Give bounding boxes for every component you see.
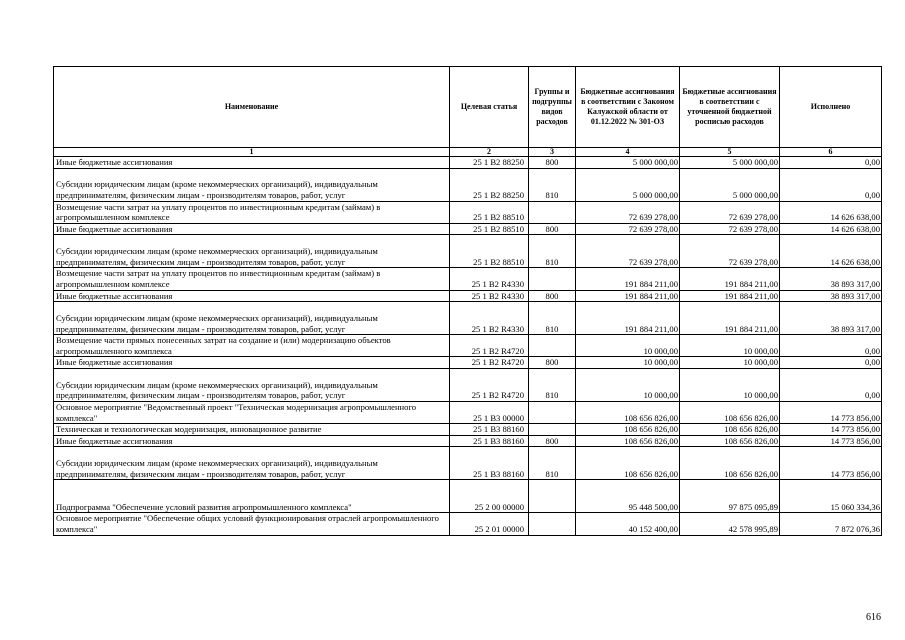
header-executed: Исполнено xyxy=(780,67,882,148)
row-name-cell: Субсидии юридическим лицам (кроме некоммерческих организаций), индивидуальным предпринимателям, физическим лицам - производителям товаров, работ, услуг xyxy=(54,168,450,201)
row-name-cell: Субсидии юридическим лицам (кроме некоммерческих организаций), индивидуальным предпринимателям, физическим лицам - производителям товаров, работ, услуг xyxy=(54,368,450,401)
row-alloc-law-cell: 5 000 000,00 xyxy=(576,168,680,201)
col-number: 4 xyxy=(576,148,680,157)
row-executed-cell: 38 893 317,00 xyxy=(780,268,882,290)
row-name-cell: Техническая и технологическая модернизация, инновационное развитие xyxy=(54,424,450,436)
table-row xyxy=(54,201,882,223)
row-executed-cell: 0,00 xyxy=(780,157,882,169)
col-number: 6 xyxy=(780,148,882,157)
table-row xyxy=(54,168,882,201)
row-executed-cell: 14 626 638,00 xyxy=(780,223,882,235)
table-body xyxy=(54,157,882,536)
row-alloc-refined-cell: 97 875 095,89 xyxy=(680,480,780,513)
table-row xyxy=(54,401,882,423)
table-row xyxy=(54,268,882,290)
row-alloc-law-cell: 10 000,00 xyxy=(576,368,680,401)
row-executed-cell: 15 060 334,36 xyxy=(780,480,882,513)
row-alloc-refined-cell: 191 884 211,00 xyxy=(680,302,780,335)
row-group-cell: 810 xyxy=(529,168,576,201)
row-executed-cell: 0,00 xyxy=(780,335,882,357)
row-group-cell: 810 xyxy=(529,368,576,401)
row-alloc-law-cell: 191 884 211,00 xyxy=(576,268,680,290)
row-article-cell: 25 1 B2 88250 xyxy=(450,157,529,169)
row-executed-cell: 38 893 317,00 xyxy=(780,302,882,335)
row-article-cell: 25 1 B3 88160 xyxy=(450,447,529,480)
row-alloc-refined-cell: 191 884 211,00 xyxy=(680,268,780,290)
row-alloc-law-cell: 10 000,00 xyxy=(576,335,680,357)
row-executed-cell: 14 626 638,00 xyxy=(780,201,882,223)
row-executed-cell: 38 893 317,00 xyxy=(780,290,882,302)
table-row xyxy=(54,290,882,302)
row-name-cell: Иные бюджетные ассигнования xyxy=(54,357,450,369)
row-article-cell: 25 1 B2 88510 xyxy=(450,201,529,223)
row-group-cell xyxy=(529,335,576,357)
row-alloc-refined-cell: 10 000,00 xyxy=(680,335,780,357)
row-group-cell: 810 xyxy=(529,235,576,268)
row-name-cell: Иные бюджетные ассигнования xyxy=(54,157,450,169)
row-group-cell: 810 xyxy=(529,302,576,335)
row-alloc-law-cell: 72 639 278,00 xyxy=(576,223,680,235)
col-number: 1 xyxy=(54,148,450,157)
table-row xyxy=(54,447,882,480)
row-alloc-refined-cell: 108 656 826,00 xyxy=(680,447,780,480)
row-alloc-refined-cell: 191 884 211,00 xyxy=(680,290,780,302)
header-alloc-law: Бюджетные ассигнования в соответствии с Законом Калужской области от 01.12.2022 № 301-ОЗ xyxy=(576,67,680,148)
table-row xyxy=(54,368,882,401)
table-row xyxy=(54,513,882,535)
header-article: Целевая статья xyxy=(450,67,529,148)
row-name-cell: Основное мероприятие "Обеспечение общих условий функционирования отраслей агропромышленного комплекса" xyxy=(54,513,450,535)
row-article-cell: 25 1 B2 R4330 xyxy=(450,268,529,290)
row-name-cell: Подпрограмма "Обеспечение условий развития агропромышленного комплекса" xyxy=(54,480,450,513)
budget-table-sheet xyxy=(53,66,881,536)
row-article-cell: 25 1 B3 88160 xyxy=(450,424,529,436)
row-group-cell xyxy=(529,401,576,423)
row-article-cell: 25 1 B3 00000 xyxy=(450,401,529,423)
row-alloc-law-cell: 72 639 278,00 xyxy=(576,201,680,223)
row-executed-cell: 0,00 xyxy=(780,368,882,401)
row-executed-cell: 0,00 xyxy=(780,168,882,201)
table-row xyxy=(54,302,882,335)
row-group-cell: 810 xyxy=(529,447,576,480)
header-group: Группы и подгруппы видов расходов xyxy=(529,67,576,148)
row-article-cell: 25 1 B2 R4330 xyxy=(450,302,529,335)
col-number: 2 xyxy=(450,148,529,157)
row-alloc-refined-cell: 108 656 826,00 xyxy=(680,401,780,423)
header-row xyxy=(54,67,882,148)
row-alloc-law-cell: 72 639 278,00 xyxy=(576,235,680,268)
row-article-cell: 25 1 B2 R4330 xyxy=(450,290,529,302)
row-alloc-refined-cell: 5 000 000,00 xyxy=(680,168,780,201)
row-alloc-law-cell: 40 152 400,00 xyxy=(576,513,680,535)
row-group-cell xyxy=(529,513,576,535)
row-alloc-refined-cell: 108 656 826,00 xyxy=(680,424,780,436)
row-executed-cell: 14 773 856,00 xyxy=(780,435,882,447)
row-name-cell: Возмещение части затрат на уплату процентов по инвестиционным кредитам (займам) в агропромышленном комплексе xyxy=(54,201,450,223)
row-alloc-refined-cell: 10 000,00 xyxy=(680,357,780,369)
row-alloc-law-cell: 5 000 000,00 xyxy=(576,157,680,169)
row-alloc-law-cell: 108 656 826,00 xyxy=(576,424,680,436)
row-group-cell: 800 xyxy=(529,223,576,235)
row-alloc-refined-cell: 72 639 278,00 xyxy=(680,235,780,268)
row-article-cell: 25 1 B2 R4720 xyxy=(450,368,529,401)
row-group-cell xyxy=(529,268,576,290)
row-alloc-law-cell: 108 656 826,00 xyxy=(576,401,680,423)
row-group-cell: 800 xyxy=(529,157,576,169)
budget-table xyxy=(53,66,882,536)
row-group-cell xyxy=(529,424,576,436)
row-article-cell: 25 2 00 00000 xyxy=(450,480,529,513)
row-executed-cell: 0,00 xyxy=(780,357,882,369)
row-name-cell: Иные бюджетные ассигнования xyxy=(54,290,450,302)
row-name-cell: Субсидии юридическим лицам (кроме некоммерческих организаций), индивидуальным предпринимателям, физическим лицам - производителям товаров, работ, услуг xyxy=(54,235,450,268)
table-row xyxy=(54,480,882,513)
col-number: 5 xyxy=(680,148,780,157)
row-name-cell: Иные бюджетные ассигнования xyxy=(54,223,450,235)
row-name-cell: Возмещение части затрат на уплату процентов по инвестиционным кредитам (займам) в агропромышленном комплексе xyxy=(54,268,450,290)
row-alloc-law-cell: 191 884 211,00 xyxy=(576,302,680,335)
row-name-cell: Субсидии юридическим лицам (кроме некоммерческих организаций), индивидуальным предпринимателям, физическим лицам - производителям товаров, работ, услуг xyxy=(54,302,450,335)
row-alloc-refined-cell: 108 656 826,00 xyxy=(680,435,780,447)
column-number-row xyxy=(54,148,882,157)
row-alloc-refined-cell: 42 578 995,89 xyxy=(680,513,780,535)
row-alloc-refined-cell: 5 000 000,00 xyxy=(680,157,780,169)
row-name-cell: Субсидии юридическим лицам (кроме некоммерческих организаций), индивидуальным предпринимателям, физическим лицам - производителям товаров, работ, услуг xyxy=(54,447,450,480)
row-article-cell: 25 1 B2 R4720 xyxy=(450,357,529,369)
table-row xyxy=(54,223,882,235)
row-name-cell: Основное мероприятие "Ведомственный проект "Техническая модернизация агропромышленного комплекса" xyxy=(54,401,450,423)
row-group-cell: 800 xyxy=(529,357,576,369)
row-executed-cell: 14 773 856,00 xyxy=(780,447,882,480)
table-row xyxy=(54,435,882,447)
page-number: 616 xyxy=(866,612,881,623)
row-alloc-law-cell: 10 000,00 xyxy=(576,357,680,369)
row-executed-cell: 14 626 638,00 xyxy=(780,235,882,268)
row-group-cell xyxy=(529,201,576,223)
row-alloc-refined-cell: 10 000,00 xyxy=(680,368,780,401)
row-article-cell: 25 1 B3 88160 xyxy=(450,435,529,447)
row-article-cell: 25 1 B2 R4720 xyxy=(450,335,529,357)
table-row xyxy=(54,235,882,268)
header-alloc-refined: Бюджетные ассигнования в соответствии с уточненной бюджетной росписью расходов xyxy=(680,67,780,148)
header-name: Наименование xyxy=(54,67,450,148)
table-row xyxy=(54,335,882,357)
table-row xyxy=(54,157,882,169)
row-executed-cell: 14 773 856,00 xyxy=(780,424,882,436)
col-number: 3 xyxy=(529,148,576,157)
table-row xyxy=(54,357,882,369)
row-alloc-refined-cell: 72 639 278,00 xyxy=(680,201,780,223)
row-group-cell: 800 xyxy=(529,435,576,447)
row-group-cell: 800 xyxy=(529,290,576,302)
row-article-cell: 25 2 01 00000 xyxy=(450,513,529,535)
row-name-cell: Возмещение части прямых понесенных затрат на создание и (или) модернизацию объектов агропромышленного комплекса xyxy=(54,335,450,357)
row-alloc-law-cell: 108 656 826,00 xyxy=(576,435,680,447)
row-alloc-law-cell: 95 448 500,00 xyxy=(576,480,680,513)
row-executed-cell: 14 773 856,00 xyxy=(780,401,882,423)
row-alloc-refined-cell: 72 639 278,00 xyxy=(680,223,780,235)
row-article-cell: 25 1 B2 88250 xyxy=(450,168,529,201)
row-executed-cell: 7 872 076,36 xyxy=(780,513,882,535)
table-row xyxy=(54,424,882,436)
row-name-cell: Иные бюджетные ассигнования xyxy=(54,435,450,447)
row-alloc-law-cell: 108 656 826,00 xyxy=(576,447,680,480)
row-article-cell: 25 1 B2 88510 xyxy=(450,223,529,235)
row-group-cell xyxy=(529,480,576,513)
row-alloc-law-cell: 191 884 211,00 xyxy=(576,290,680,302)
row-article-cell: 25 1 B2 88510 xyxy=(450,235,529,268)
